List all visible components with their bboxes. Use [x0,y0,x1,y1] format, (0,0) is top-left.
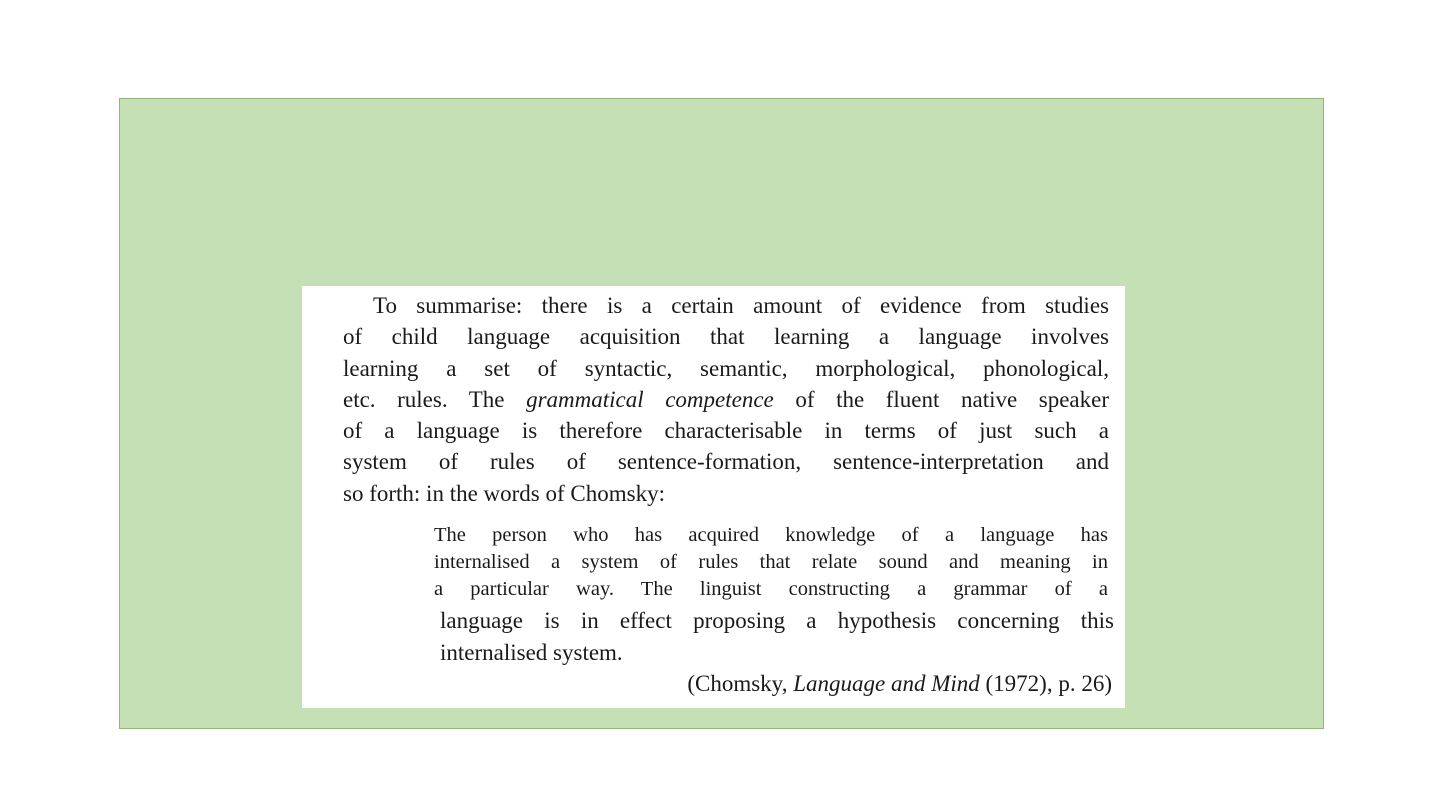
citation-prefix: (Chomsky, [687,671,788,696]
quote-line: a particular way. The linguist constructing a grammar of a [434,578,1108,600]
italic-term: grammatical competence [526,386,774,412]
paragraph-line [313,384,1109,415]
block-quote-large [440,605,1114,668]
citation-title: Language and Mind [793,671,980,696]
quote-line: The person who has acquired knowledge of a language has [434,524,1108,546]
paragraph-line: of a language is therefore characterisable in terms of just such a [343,418,1109,444]
paragraph-line: To summarise: there is a certain amount of evidence from studies [373,293,1109,318]
paragraph-line: of child language acquisition that learning a language involves [343,324,1109,350]
paragraph-line-end: of the fluent native speaker [795,386,1109,412]
quote-line: internalised a system of rules that relate sound and meaning in [434,551,1108,573]
block-quote-small [434,522,1108,603]
scanned-text-image [302,286,1125,708]
quote-line: language is in effect proposing a hypothesis concerning this [440,608,1114,633]
summary-paragraph [313,290,1109,509]
paragraph-line-start: etc. rules. The [343,386,505,412]
paragraph-line: system of rules of sentence-formation, sentence-interpretation and [343,449,1109,475]
paragraph-line: learning a set of syntactic, semantic, morphological, phonological, [343,355,1109,381]
paragraph-line: so forth: in the words of Chomsky: [343,480,665,506]
citation-suffix: (1972), p. 26) [985,671,1112,696]
quote-line: internalised system. [440,639,623,665]
citation [687,668,1112,699]
